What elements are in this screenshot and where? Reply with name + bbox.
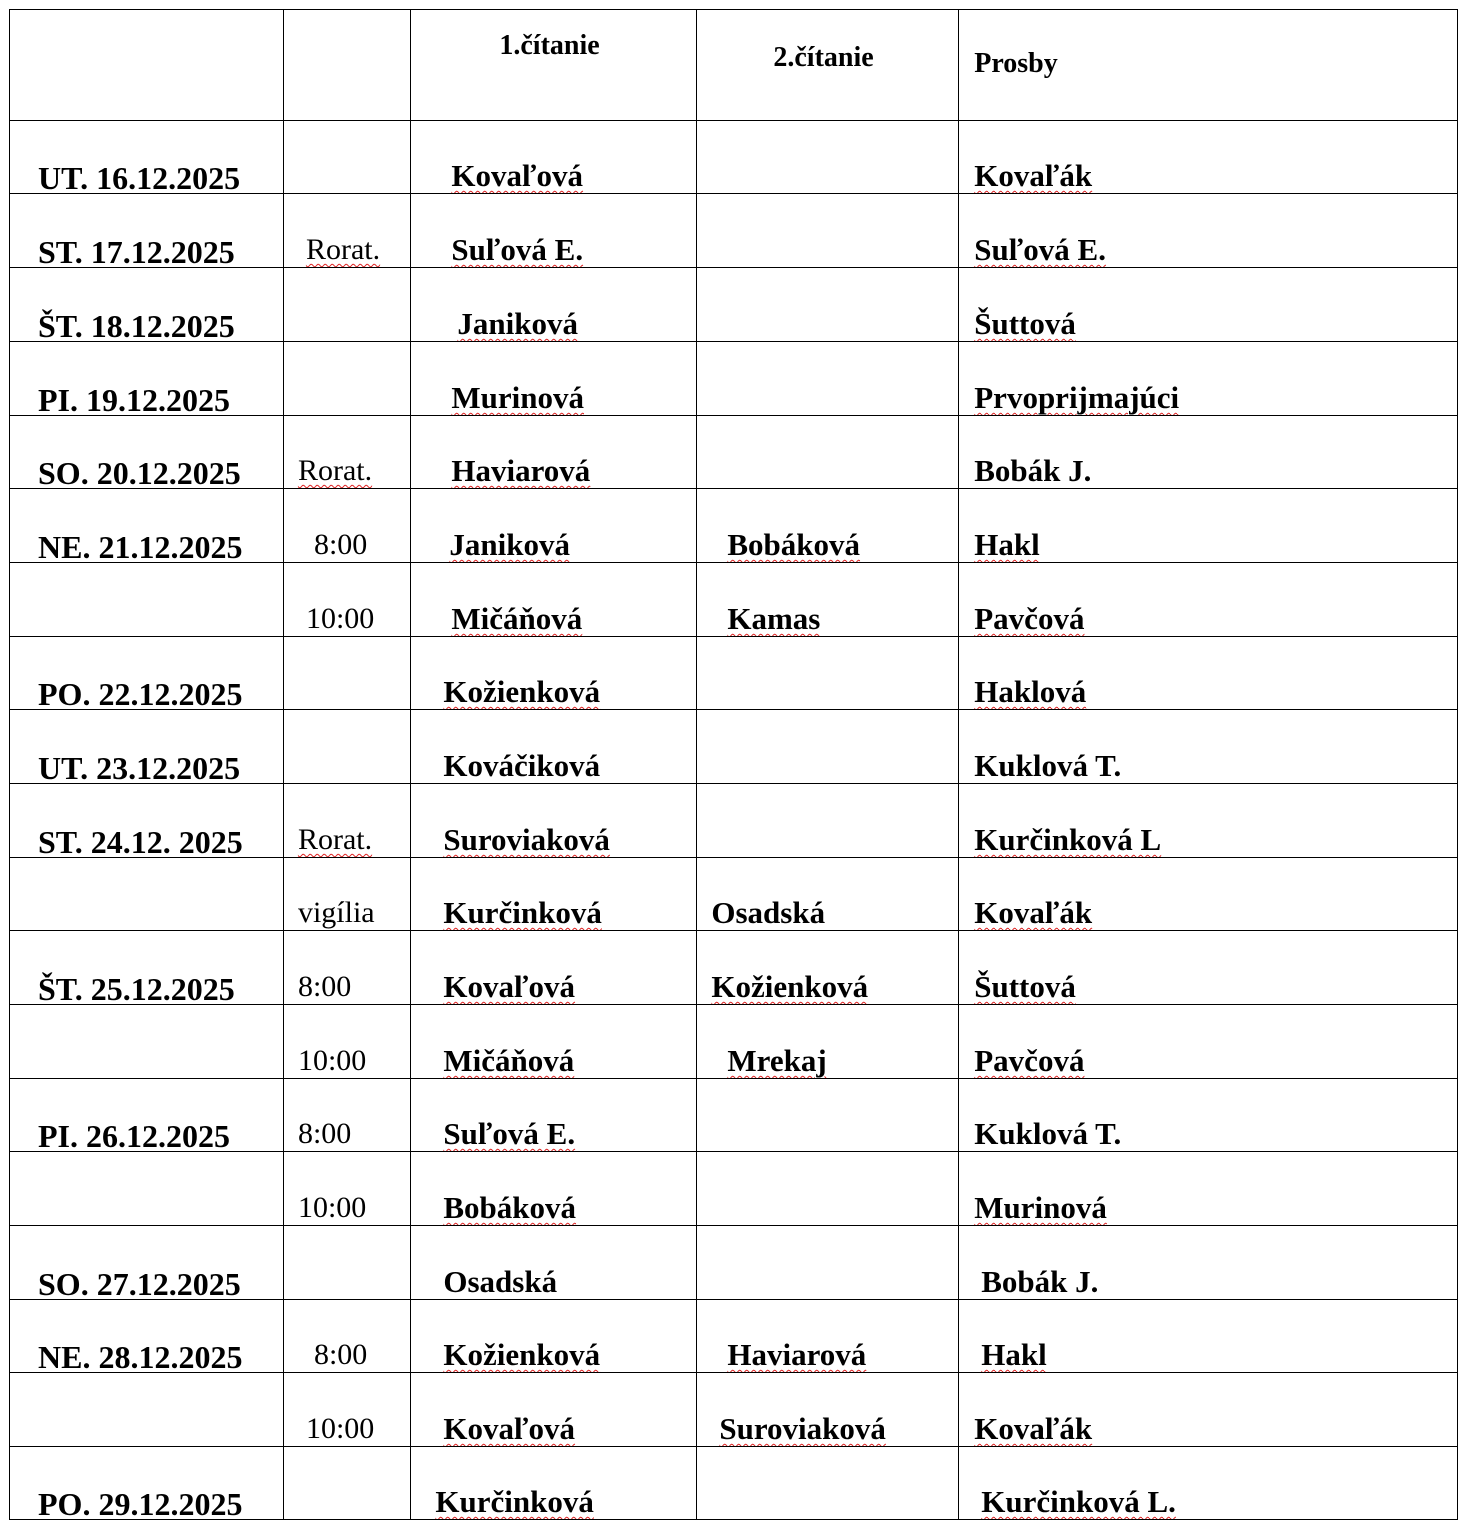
header-reading2: 2.čítanie bbox=[697, 10, 959, 121]
reading1-cell-text: Kovaľová bbox=[443, 969, 576, 1004]
reading1-cell-text: Suľová E. bbox=[443, 1116, 576, 1151]
header-prayers: Prosby bbox=[959, 10, 1458, 121]
reading1-cell-text: Janiková bbox=[457, 306, 578, 341]
time-cell bbox=[283, 268, 410, 342]
reading1-cell bbox=[411, 1447, 697, 1520]
time-cell bbox=[283, 637, 410, 710]
prayers-cell-text: Kuklová T. bbox=[974, 748, 1122, 783]
date-cell bbox=[10, 931, 284, 1005]
reading1-cell-text: Mičáňová bbox=[443, 1043, 575, 1078]
prayers-cell bbox=[959, 1226, 1458, 1300]
prayers-cell bbox=[959, 416, 1458, 489]
time-cell-text: 10:00 bbox=[297, 1044, 367, 1077]
prayers-cell-text: Bobák J. bbox=[974, 453, 1092, 488]
date-cell-text: UT. 23.12.2025 bbox=[38, 750, 241, 784]
date-cell bbox=[10, 858, 284, 931]
time-cell-text: 10:00 bbox=[305, 1412, 375, 1445]
table-row bbox=[10, 194, 1458, 268]
table-row bbox=[10, 784, 1458, 858]
header-row bbox=[10, 10, 1458, 121]
date-cell-text: PO. 29.12.2025 bbox=[38, 1486, 243, 1520]
date-cell-text: PI. 19.12.2025 bbox=[38, 382, 230, 416]
reading1-cell-text: Kovaľová bbox=[443, 1411, 576, 1446]
time-cell bbox=[283, 1447, 410, 1520]
time-cell bbox=[283, 1373, 410, 1447]
prayers-cell-text: Kovaľák bbox=[974, 158, 1093, 193]
reading1-cell-text: Kováčiková bbox=[443, 748, 601, 783]
time-cell-text: Rorat. bbox=[297, 823, 373, 856]
date-cell bbox=[10, 121, 284, 194]
prayers-cell bbox=[959, 1079, 1458, 1152]
reading1-cell bbox=[411, 858, 697, 931]
date-cell-text: ŠT. 18.12.2025 bbox=[38, 308, 235, 342]
prayers-cell-text: Šuttová bbox=[974, 306, 1076, 341]
prayers-cell-text: Bobák J. bbox=[981, 1264, 1099, 1299]
reading1-cell-text: Kožienková bbox=[443, 674, 601, 709]
prayers-cell-text: Pavčová bbox=[974, 1043, 1085, 1078]
prayers-cell bbox=[959, 931, 1458, 1005]
prayers-cell-text: Pavčová bbox=[974, 601, 1085, 636]
reading2-cell bbox=[697, 931, 959, 1005]
reading2-cell bbox=[697, 1300, 959, 1373]
reading1-cell-text: Bobáková bbox=[443, 1190, 577, 1225]
reading2-cell bbox=[697, 342, 959, 416]
prayers-cell bbox=[959, 858, 1458, 931]
prayers-cell bbox=[959, 1373, 1458, 1447]
reading1-cell bbox=[411, 1373, 697, 1447]
reading2-cell bbox=[697, 1079, 959, 1152]
reading2-cell-text: Mrekaj bbox=[727, 1043, 827, 1078]
reading1-cell bbox=[411, 637, 697, 710]
reading1-cell bbox=[411, 931, 697, 1005]
prayers-cell-text: Hakl bbox=[974, 527, 1040, 562]
reading2-cell bbox=[697, 268, 959, 342]
reading2-cell bbox=[697, 1005, 959, 1079]
reading1-cell-text: Kožienková bbox=[443, 1337, 601, 1372]
prayers-cell bbox=[959, 342, 1458, 416]
table-row bbox=[10, 1152, 1458, 1226]
date-cell-text: ST. 24.12. 2025 bbox=[38, 824, 243, 858]
header-reading1: 1.čítanie bbox=[411, 10, 697, 121]
reading2-cell bbox=[697, 563, 959, 637]
reading1-cell-text: Osadská bbox=[443, 1264, 558, 1299]
table-row bbox=[10, 563, 1458, 637]
reading2-cell bbox=[697, 489, 959, 563]
reading2-cell bbox=[697, 710, 959, 784]
date-cell bbox=[10, 416, 284, 489]
date-cell bbox=[10, 1373, 284, 1447]
reading1-cell bbox=[411, 784, 697, 858]
time-cell bbox=[283, 342, 410, 416]
reading1-cell bbox=[411, 1079, 697, 1152]
prayers-cell bbox=[959, 710, 1458, 784]
table-row bbox=[10, 1005, 1458, 1079]
time-cell bbox=[283, 194, 410, 268]
reading2-cell bbox=[697, 858, 959, 931]
time-cell bbox=[283, 931, 410, 1005]
table-row bbox=[10, 1226, 1458, 1300]
table-row bbox=[10, 416, 1458, 489]
prayers-cell bbox=[959, 121, 1458, 194]
prayers-cell-text: Šuttová bbox=[974, 969, 1076, 1004]
reading-schedule-table bbox=[9, 9, 1458, 1520]
prayers-cell bbox=[959, 784, 1458, 858]
date-cell-text: NE. 21.12.2025 bbox=[38, 529, 243, 563]
time-cell bbox=[283, 1226, 410, 1300]
time-cell bbox=[283, 858, 410, 931]
date-cell-text: NE. 28.12.2025 bbox=[38, 1339, 243, 1373]
reading1-cell bbox=[411, 416, 697, 489]
time-cell bbox=[283, 1079, 410, 1152]
reading1-cell bbox=[411, 563, 697, 637]
reading1-cell bbox=[411, 1300, 697, 1373]
reading2-cell bbox=[697, 121, 959, 194]
time-cell-text: 8:00 bbox=[297, 970, 352, 1003]
date-cell-text: SO. 20.12.2025 bbox=[38, 455, 241, 489]
header-date-cell bbox=[10, 10, 284, 121]
date-cell bbox=[10, 1300, 284, 1373]
date-cell bbox=[10, 1226, 284, 1300]
time-cell bbox=[283, 784, 410, 858]
reading1-cell bbox=[411, 194, 697, 268]
time-cell bbox=[283, 416, 410, 489]
date-cell-text: ST. 17.12.2025 bbox=[38, 234, 235, 268]
header-time-cell bbox=[283, 10, 410, 121]
reading2-cell bbox=[697, 1373, 959, 1447]
time-cell bbox=[283, 710, 410, 784]
schedule-document bbox=[9, 9, 1458, 1520]
date-cell bbox=[10, 1152, 284, 1226]
time-cell bbox=[283, 1300, 410, 1373]
prayers-cell bbox=[959, 1447, 1458, 1520]
prayers-cell-text: Kurčinková L. bbox=[981, 1484, 1176, 1519]
reading2-cell bbox=[697, 637, 959, 710]
prayers-cell-text: Kovaľák bbox=[974, 1411, 1093, 1446]
reading1-cell-text: Mičáňová bbox=[451, 601, 583, 636]
time-cell bbox=[283, 489, 410, 563]
reading1-cell bbox=[411, 1152, 697, 1226]
table-row bbox=[10, 637, 1458, 710]
date-cell-text: PI. 26.12.2025 bbox=[38, 1118, 230, 1152]
prayers-cell-text: Hakl bbox=[981, 1337, 1047, 1372]
prayers-cell-text: Prvoprijmajúci bbox=[974, 380, 1180, 415]
reading1-cell-text: Haviarová bbox=[451, 453, 591, 488]
date-cell-text: PO. 22.12.2025 bbox=[38, 676, 243, 710]
reading2-cell bbox=[697, 1447, 959, 1520]
reading1-cell bbox=[411, 342, 697, 416]
table-row bbox=[10, 710, 1458, 784]
table-row bbox=[10, 1373, 1458, 1447]
date-cell bbox=[10, 1005, 284, 1079]
time-cell-text: 8:00 bbox=[313, 528, 368, 561]
prayers-cell bbox=[959, 1300, 1458, 1373]
reading2-cell bbox=[697, 416, 959, 489]
time-cell-text: 10:00 bbox=[305, 602, 375, 635]
table-row bbox=[10, 342, 1458, 416]
reading2-cell bbox=[697, 194, 959, 268]
prayers-cell bbox=[959, 194, 1458, 268]
time-cell-text: 8:00 bbox=[297, 1117, 352, 1150]
prayers-cell-text: Haklová bbox=[974, 674, 1087, 709]
prayers-cell bbox=[959, 489, 1458, 563]
reading2-cell-text: Kamas bbox=[727, 601, 821, 636]
table-row bbox=[10, 931, 1458, 1005]
time-cell-text: 10:00 bbox=[297, 1191, 367, 1224]
time-cell-text: Rorat. bbox=[297, 454, 373, 487]
reading1-cell bbox=[411, 489, 697, 563]
date-cell-text: ŠT. 25.12.2025 bbox=[38, 971, 235, 1005]
time-cell-text: 8:00 bbox=[313, 1338, 368, 1371]
reading2-cell-text: Suroviaková bbox=[719, 1411, 886, 1446]
time-cell-text bbox=[284, 1517, 410, 1519]
reading1-cell-text: Suroviaková bbox=[443, 822, 610, 857]
reading2-cell-text: Kožienková bbox=[711, 969, 869, 1004]
time-cell bbox=[283, 121, 410, 194]
date-cell bbox=[10, 194, 284, 268]
table-row bbox=[10, 1079, 1458, 1152]
reading1-cell-text: Kovaľová bbox=[451, 158, 584, 193]
table-row bbox=[10, 1300, 1458, 1373]
reading2-cell bbox=[697, 1152, 959, 1226]
date-cell bbox=[10, 342, 284, 416]
reading1-cell-text: Kurčinková bbox=[435, 1484, 594, 1519]
reading1-cell-text: Suľová E. bbox=[451, 232, 584, 267]
reading1-cell bbox=[411, 1226, 697, 1300]
reading1-cell bbox=[411, 710, 697, 784]
prayers-cell-text: Suľová E. bbox=[974, 232, 1106, 267]
table-row bbox=[10, 268, 1458, 342]
reading2-cell bbox=[697, 784, 959, 858]
reading2-cell bbox=[697, 1226, 959, 1300]
table-row bbox=[10, 1447, 1458, 1520]
prayers-cell bbox=[959, 563, 1458, 637]
reading1-cell-text: Kurčinková bbox=[443, 895, 602, 930]
time-cell-text: Rorat. bbox=[305, 233, 381, 266]
reading1-cell bbox=[411, 268, 697, 342]
time-cell bbox=[283, 563, 410, 637]
prayers-cell-text: Murinová bbox=[974, 1190, 1107, 1225]
reading1-cell bbox=[411, 121, 697, 194]
date-cell bbox=[10, 1079, 284, 1152]
reading2-cell-text: Osadská bbox=[711, 895, 826, 930]
reading2-cell-text bbox=[697, 1517, 958, 1519]
reading1-cell-text: Janiková bbox=[449, 527, 570, 562]
date-cell bbox=[10, 489, 284, 563]
table-row bbox=[10, 121, 1458, 194]
date-cell bbox=[10, 268, 284, 342]
date-cell bbox=[10, 563, 284, 637]
table-row bbox=[10, 858, 1458, 931]
reading2-cell-text: Haviarová bbox=[727, 1337, 867, 1372]
reading2-cell-text: Bobáková bbox=[727, 527, 861, 562]
prayers-cell bbox=[959, 1005, 1458, 1079]
reading1-cell bbox=[411, 1005, 697, 1079]
prayers-cell-text: Kurčinková L bbox=[974, 822, 1162, 857]
date-cell-text: UT. 16.12.2025 bbox=[38, 160, 241, 194]
date-cell bbox=[10, 1447, 284, 1520]
prayers-cell-text: Kovaľák bbox=[974, 895, 1093, 930]
table-row bbox=[10, 489, 1458, 563]
time-cell bbox=[283, 1005, 410, 1079]
time-cell bbox=[283, 1152, 410, 1226]
date-cell bbox=[10, 637, 284, 710]
date-cell bbox=[10, 784, 284, 858]
date-cell bbox=[10, 710, 284, 784]
prayers-cell bbox=[959, 268, 1458, 342]
prayers-cell bbox=[959, 1152, 1458, 1226]
reading1-cell-text: Murinová bbox=[451, 380, 584, 415]
prayers-cell bbox=[959, 637, 1458, 710]
prayers-cell-text: Kuklová T. bbox=[974, 1116, 1122, 1151]
date-cell-text: SO. 27.12.2025 bbox=[38, 1266, 241, 1300]
time-cell-text: vigília bbox=[297, 896, 375, 929]
